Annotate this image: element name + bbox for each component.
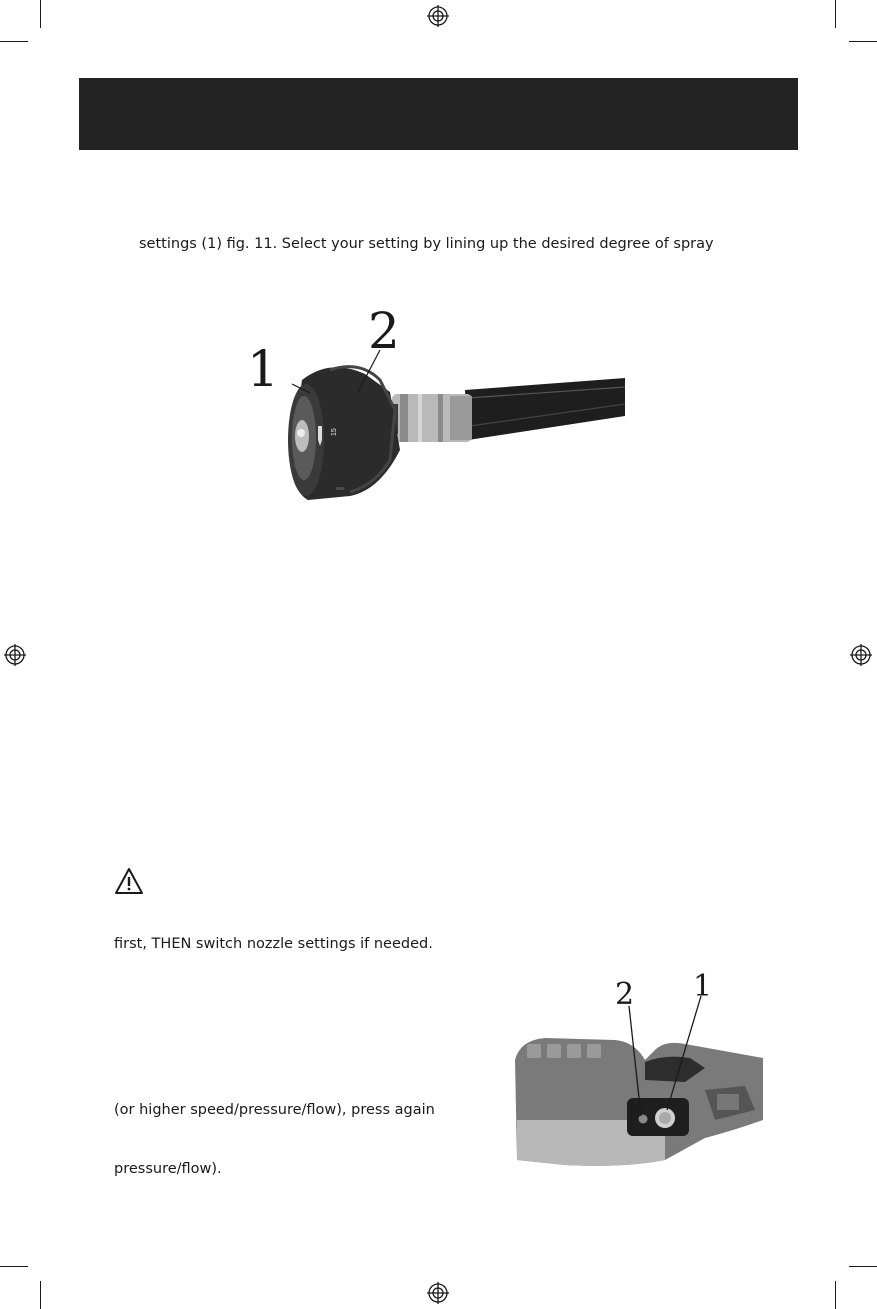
svg-text:≡≡≡: ≡≡≡ xyxy=(336,486,345,492)
callout-2-label: 2 xyxy=(368,302,400,360)
dial-mark-label: 15 xyxy=(331,428,338,436)
registration-mark-icon xyxy=(427,1282,449,1304)
instruction-text-speed: (or higher speed/pressure/flow), press again xyxy=(114,1102,435,1118)
instruction-text-pressure: pressure/flow). xyxy=(114,1161,222,1177)
warning-text: first, THEN switch nozzle settings if needed. xyxy=(114,936,433,952)
nozzle-figure xyxy=(240,300,630,515)
registration-mark-icon xyxy=(850,644,872,666)
switch-figure xyxy=(505,970,770,1170)
callout-1-label: 1 xyxy=(247,340,279,398)
switch-illustration xyxy=(505,970,770,1170)
section-header-band xyxy=(79,78,798,150)
instruction-text-settings: settings (1) fig. 11. Select your setting by lining up the desired degree of spray xyxy=(139,236,714,252)
callout-2-label: 2 xyxy=(615,977,635,1012)
registration-mark-icon xyxy=(4,644,26,666)
nozzle-illustration xyxy=(240,300,630,515)
warning-triangle-icon xyxy=(114,867,144,895)
callout-1-label: 1 xyxy=(693,969,713,1004)
registration-mark-icon xyxy=(427,5,449,27)
